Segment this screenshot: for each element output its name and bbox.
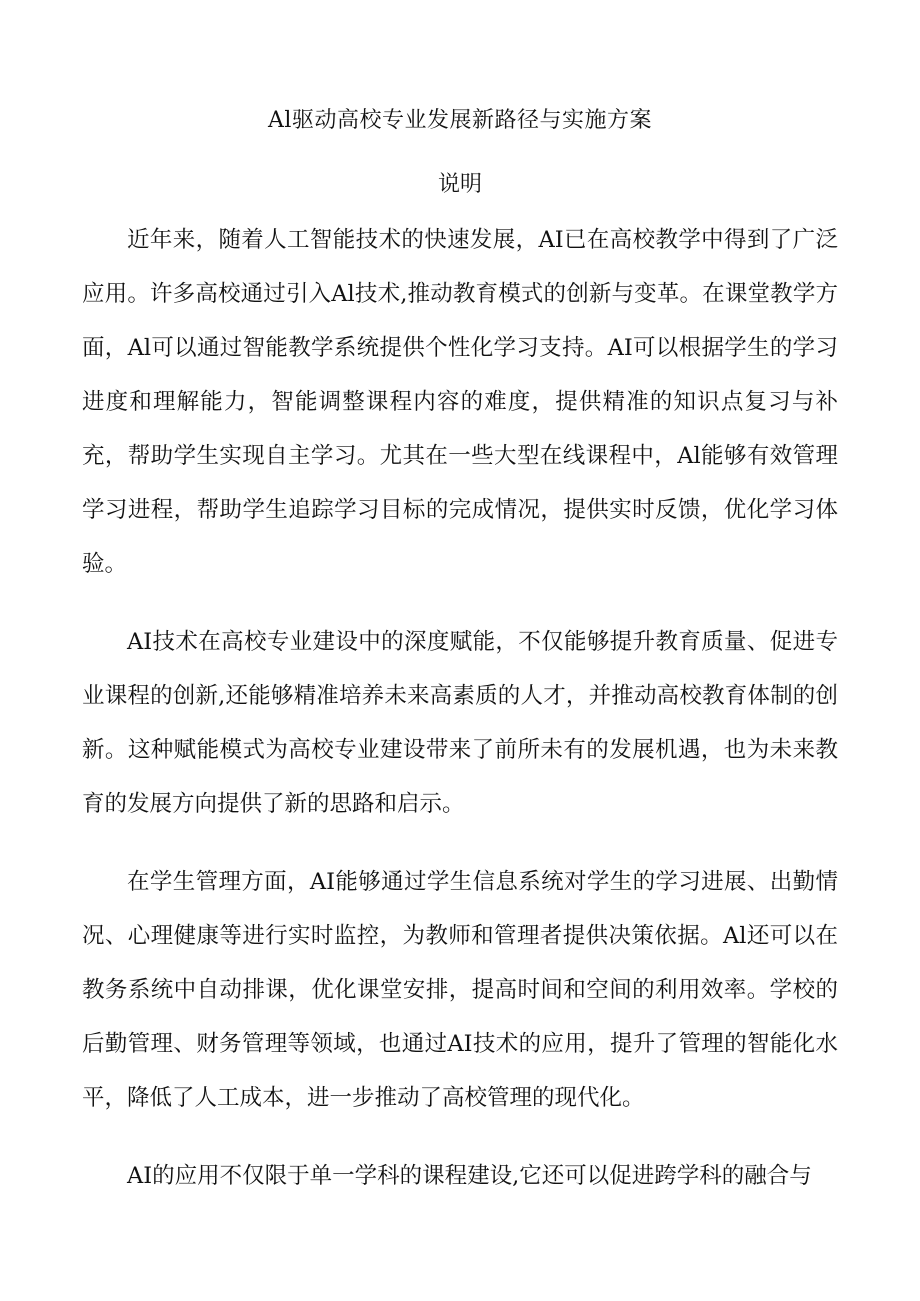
paragraph-3: 在学生管理方面，AI能够通过学生信息系统对学生的学习进展、出勤情况、心理健康等进行实时监控，为教师和管理者提供决策依据。Al还可以在教务系统中自动排课，优化课堂安排，提高时间和空间的利用效率。学校的后勤管理、财务管理等领域，也通过AI技术的应用，提升了管理的智能化水平，降低了人工成本，进一步推动了高校管理的现代化。: [82, 869, 838, 1111]
paragraph-1: 近年来，随着人工智能技术的快速发展，AI已在高校教学中得到了广泛应用。许多高校通过引入Al技术,推动教育模式的创新与变革。在课堂教学方面，Al可以通过智能教学系统提供个性化学习支持。AI可以根据学生的学习进度和理解能力，智能调整课程内容的难度，提供精准的知识点复习与补充，帮助学生实现自主学习。尤其在一些大型在线课程中，Al能够有效管理学习进程，帮助学生追踪学习目标的完成情况，提供实时反馈，优化学习体验。: [82, 227, 838, 577]
document-title: Al驱动高校专业发展新路径与实施方案: [268, 108, 652, 133]
paragraph-2: AI技术在高校专业建设中的深度赋能，不仅能够提升教育质量、促进专业课程的创新,还能够精准培养未来高素质的人才，并推动高校教育体制的创新。这种赋能模式为高校专业建设带来了前所未有的发展机遇，也为未来教育的发展方向提供了新的思路和启示。: [82, 629, 838, 817]
paragraph-4: AI的应用不仅限于单一学科的课程建设,它还可以促进跨学科的融合与: [127, 1163, 812, 1189]
section-heading: 说明: [437, 172, 482, 197]
document-body: [82, 213, 838, 1227]
